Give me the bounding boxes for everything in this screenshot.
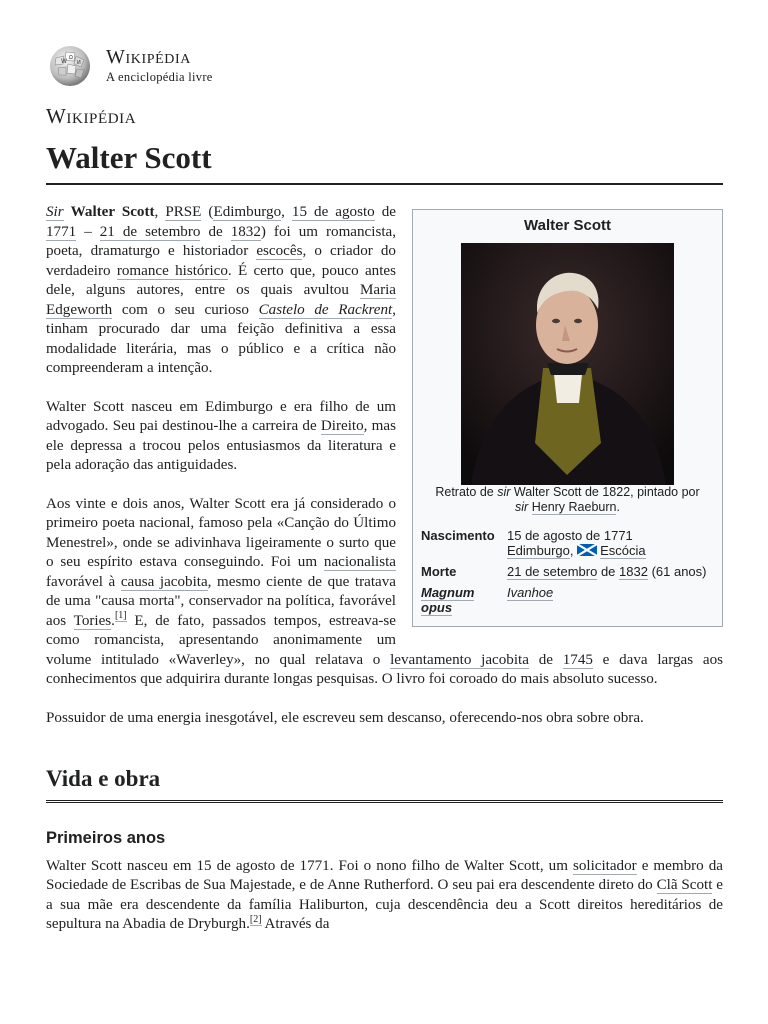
birth-date-link[interactable]: 15 de agosto (291, 204, 375, 220)
section-heading-vida-e-obra: Vida e obra (46, 766, 723, 803)
portrait-caption: Retrato de sir Walter Scott de 1822, pintado por sir Henry Raeburn. (435, 485, 700, 514)
death-row (413, 561, 722, 582)
nacionalista-link[interactable]: nacionalista (323, 554, 396, 570)
intro-paragraph-4: Possuidor de uma energia inesgotável, ele escreveu sem descanso, oferecendo-nos obra sobre obra. (46, 709, 644, 726)
portrait-image[interactable] (461, 243, 674, 485)
birth-year-link[interactable]: 1771 (46, 223, 77, 240)
scotland-flag-icon (577, 544, 597, 556)
primeiros-anos-paragraph: Walter Scott nasceu em 15 de agosto de 1771. Foi o nono filho de Walter Scott, um solicitador e membro da Sociedade de Escribas de Sua Majestade, e de Anne Rutherford. O seu pai era descendente direto do Clã Scott e a sua mãe era descendente da família Haliburton, cuja descendência deu a Scott direitos hereditários de sepultura na Abadia de Dryburgh.[2] Através da (46, 857, 723, 932)
birth-row (413, 525, 722, 561)
raeburn-link[interactable]: Henry Raeburn (531, 500, 617, 514)
edimburgo-link[interactable]: Edimburgo (213, 204, 282, 220)
death-date-link[interactable]: 21 de setembro (99, 223, 201, 240)
subsection-heading-primeiros-anos: Primeiros anos (46, 829, 166, 847)
romance-historico-link[interactable]: romance histórico (116, 262, 228, 279)
intro-paragraph-3: Aos vinte e dois anos, Walter Scott era já considerado o primeiro poeta nacional, famoso pela «Canção do Último Menestrel», onde se adivinhava ligeiramente o surto que o seu espírito estava conseguindo. Foi um nacionalista favorável à causa jacobita, mesmo ciente de que tratava de uma "causa morta", conservador na política, favorável aos Tories.[1] E, de fato, passados tempos, estreava-se como romancista, apresentando anonimamente um volume intitulado «Waverley», no qual relatava o levantamento jacobita de 1745 e dava largas aos conhecimentos que adquirira durante longas pesquisas. O livro foi coroado do mais absoluto sucesso. (46, 495, 723, 687)
magnum-opus-label: Magnum opus (421, 585, 475, 615)
death-date-link[interactable]: 21 de setembro (507, 564, 598, 579)
escocia-link[interactable]: Escócia (600, 543, 646, 558)
death-year-link[interactable]: 1832 (619, 564, 648, 579)
prse-link[interactable]: PRSE (165, 204, 202, 220)
infobox-title: Walter Scott (524, 217, 611, 234)
causa-jacobita-link[interactable]: causa jacobita (120, 573, 208, 590)
magnum-opus-value (507, 585, 714, 615)
brand-name: Wikipédia (106, 46, 191, 68)
maria-edgeworth-link[interactable]: Maria Edgeworth (46, 282, 396, 318)
castelo-rackrent-link[interactable]: Castelo de Rackrent (258, 301, 393, 318)
brand-block[interactable] (106, 46, 213, 85)
solicitador-link[interactable]: solicitador (572, 857, 637, 874)
cla-scott-link[interactable]: Clã Scott (656, 877, 713, 893)
death-value: 21 de setembro de 1832 (61 anos) (507, 564, 707, 579)
infobox (412, 209, 723, 627)
wikipedia-globe-logo[interactable] (46, 44, 96, 88)
edimburgo-link[interactable]: Edimburgo (507, 543, 570, 558)
page-title: Walter Scott (46, 140, 212, 175)
death-label: Morte (421, 564, 457, 579)
site-name[interactable]: Wikipédia (46, 104, 137, 128)
birth-label: Nascimento (421, 528, 495, 543)
brand-tagline: A enciclopédia livre (106, 70, 213, 84)
levantamento-jacobita-link[interactable]: levantamento jacobita (390, 651, 529, 668)
birth-value: 15 de agosto de 1771 Edimburgo, Escócia (507, 528, 646, 558)
death-year-link[interactable]: 1832 (230, 223, 261, 240)
svg-text:Ω: Ω (69, 55, 73, 61)
intro-paragraph-1: Sir Walter Scott, PRSE (Edimburgo, 15 de agosto de 1771 – 21 de setembro de 1832) foi um romancista, poeta, dramaturgo e historiador escocês, o criador do verdadeiro romance histórico. É certo que, pouco antes dele, alguns autores, entre os quais avultou Maria Edgeworth com o seu curioso Castelo de Rackrent, tinham procurado dar uma feição definitiva a essa modalidade literária, mas o público e a crítica não compreenderam a intenção. (46, 204, 396, 376)
intro-paragraph-2: Walter Scott nasceu em Edimburgo e era filho de um advogado. Seu pai destinou-lhe a carreira de Direito, mas ele depressa a trocou pelos entusiasmos da literatura e pela adoração das antiguidades. (46, 398, 396, 473)
svg-text:W: W (61, 58, 67, 65)
escoces-link[interactable]: escocês (256, 243, 303, 259)
year-1745-link[interactable]: 1745 (562, 651, 593, 668)
svg-text:И: И (77, 60, 81, 66)
title-divider (46, 183, 723, 185)
ivanhoe-link[interactable]: Ivanhoe (507, 585, 554, 600)
reference-1[interactable]: [1] (114, 610, 127, 622)
direito-link[interactable]: Direito (320, 418, 364, 434)
reference-2[interactable]: [2] (249, 913, 262, 925)
magnum-opus-row (413, 582, 722, 618)
tories-link[interactable]: Tories (73, 612, 112, 629)
article-body (46, 203, 723, 954)
